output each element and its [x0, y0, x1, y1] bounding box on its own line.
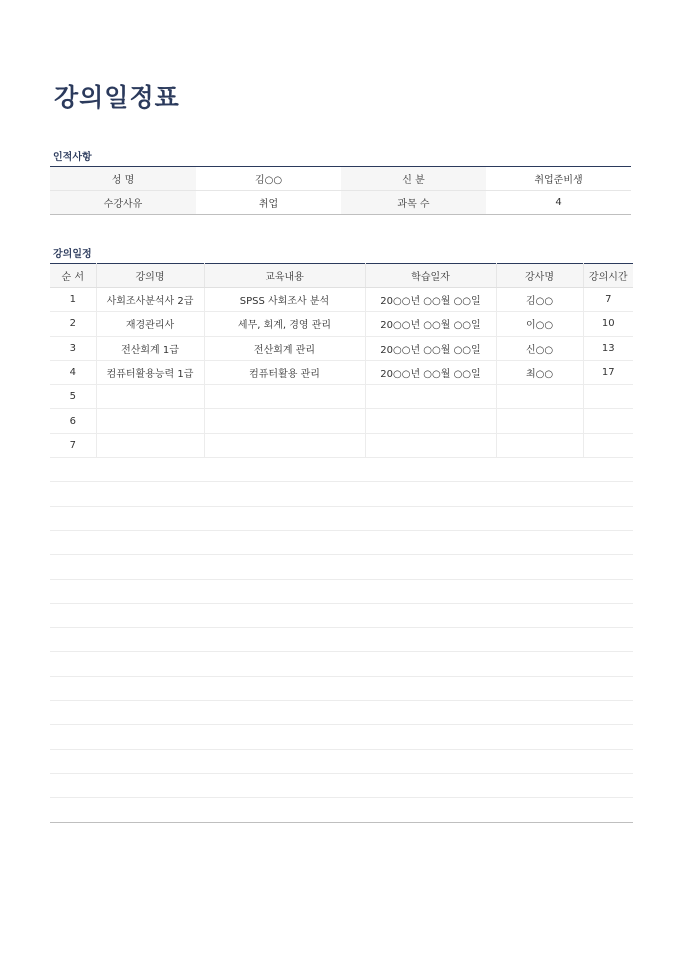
cell-date	[365, 433, 496, 457]
cell-instructor	[496, 385, 583, 409]
empty-row	[50, 798, 633, 822]
cell-hours: 17	[583, 360, 633, 384]
cell-date: 20○○년 ○○월 ○○일	[365, 360, 496, 384]
cell-instructor	[496, 433, 583, 457]
cell-order: 1	[50, 288, 96, 312]
empty-row	[50, 652, 633, 676]
cell-hours: 10	[583, 312, 633, 336]
empty-row	[50, 701, 633, 725]
cell-content: 컴퓨터활용 관리	[204, 360, 365, 384]
empty-row	[50, 603, 633, 627]
table-row	[50, 433, 633, 457]
info-row	[50, 167, 631, 191]
personal-info-table	[50, 166, 631, 215]
cell-content	[204, 385, 365, 409]
cell-order: 4	[50, 360, 96, 384]
cell-date: 20○○년 ○○월 ○○일	[365, 288, 496, 312]
cell-lecture-name: 재경관리사	[96, 312, 204, 336]
cell-lecture-name: 전산회계 1급	[96, 336, 204, 360]
cell-content: 전산회계 관리	[204, 336, 365, 360]
empty-row	[50, 773, 633, 797]
lecture-schedule-table	[50, 263, 633, 823]
info-row	[50, 191, 631, 215]
empty-cell	[50, 628, 633, 652]
status-label: 신 분	[341, 167, 486, 191]
empty-row	[50, 579, 633, 603]
empty-row	[50, 506, 633, 530]
empty-row	[50, 482, 633, 506]
empty-cell	[50, 458, 633, 482]
empty-cell	[50, 530, 633, 554]
empty-cell	[50, 798, 633, 822]
col-header-hours: 강의시간	[583, 264, 633, 288]
empty-row	[50, 628, 633, 652]
name-value: 김○○	[196, 167, 341, 191]
course-count-label: 과목 수	[341, 191, 486, 215]
empty-cell	[50, 482, 633, 506]
col-header-content: 교육내용	[204, 264, 365, 288]
empty-row	[50, 458, 633, 482]
col-header-date: 학습일자	[365, 264, 496, 288]
header-row	[50, 264, 633, 288]
cell-instructor: 이○○	[496, 312, 583, 336]
cell-hours: 13	[583, 336, 633, 360]
table-row	[50, 288, 633, 312]
cell-instructor: 김○○	[496, 288, 583, 312]
cell-lecture-name	[96, 409, 204, 433]
empty-cell	[50, 506, 633, 530]
empty-row	[50, 749, 633, 773]
cell-content	[204, 433, 365, 457]
empty-row	[50, 676, 633, 700]
empty-cell	[50, 603, 633, 627]
cell-order: 5	[50, 385, 96, 409]
status-value: 취업준비생	[486, 167, 631, 191]
cell-date: 20○○년 ○○월 ○○일	[365, 336, 496, 360]
cell-hours	[583, 433, 633, 457]
info-section-label: 인적사항	[53, 152, 92, 163]
page-title: 강의일정표	[54, 83, 180, 112]
empty-cell	[50, 652, 633, 676]
reason-label: 수강사유	[50, 191, 196, 215]
table-row	[50, 409, 633, 433]
table-row	[50, 385, 633, 409]
cell-order: 7	[50, 433, 96, 457]
cell-order: 6	[50, 409, 96, 433]
cell-lecture-name	[96, 433, 204, 457]
table-row	[50, 336, 633, 360]
col-header-instructor: 강사명	[496, 264, 583, 288]
cell-content	[204, 409, 365, 433]
cell-instructor: 최○○	[496, 360, 583, 384]
name-label: 성 명	[50, 167, 196, 191]
cell-instructor	[496, 409, 583, 433]
cell-hours	[583, 409, 633, 433]
cell-lecture-name	[96, 385, 204, 409]
schedule-section-label: 강의일정	[53, 249, 92, 260]
col-header-order: 순 서	[50, 264, 96, 288]
empty-row	[50, 555, 633, 579]
empty-cell	[50, 749, 633, 773]
empty-cell	[50, 579, 633, 603]
empty-cell	[50, 555, 633, 579]
cell-order: 3	[50, 336, 96, 360]
col-header-lecture-name: 강의명	[96, 264, 204, 288]
empty-cell	[50, 701, 633, 725]
reason-value: 취업	[258, 199, 279, 210]
course-count-value: 4	[555, 197, 562, 208]
cell-date: 20○○년 ○○월 ○○일	[365, 312, 496, 336]
cell-hours: 7	[583, 288, 633, 312]
empty-cell	[50, 773, 633, 797]
table-row	[50, 312, 633, 336]
empty-row	[50, 530, 633, 554]
cell-content: SPSS 사회조사 분석	[204, 288, 365, 312]
cell-date	[365, 409, 496, 433]
cell-lecture-name: 컴퓨터활용능력 1급	[96, 360, 204, 384]
empty-row	[50, 725, 633, 749]
empty-cell	[50, 676, 633, 700]
table-row	[50, 360, 633, 384]
cell-hours	[583, 385, 633, 409]
cell-lecture-name: 사회조사분석사 2급	[96, 288, 204, 312]
cell-date	[365, 385, 496, 409]
cell-instructor: 신○○	[496, 336, 583, 360]
cell-order: 2	[50, 312, 96, 336]
cell-content: 세무, 회계, 경영 관리	[204, 312, 365, 336]
empty-cell	[50, 725, 633, 749]
